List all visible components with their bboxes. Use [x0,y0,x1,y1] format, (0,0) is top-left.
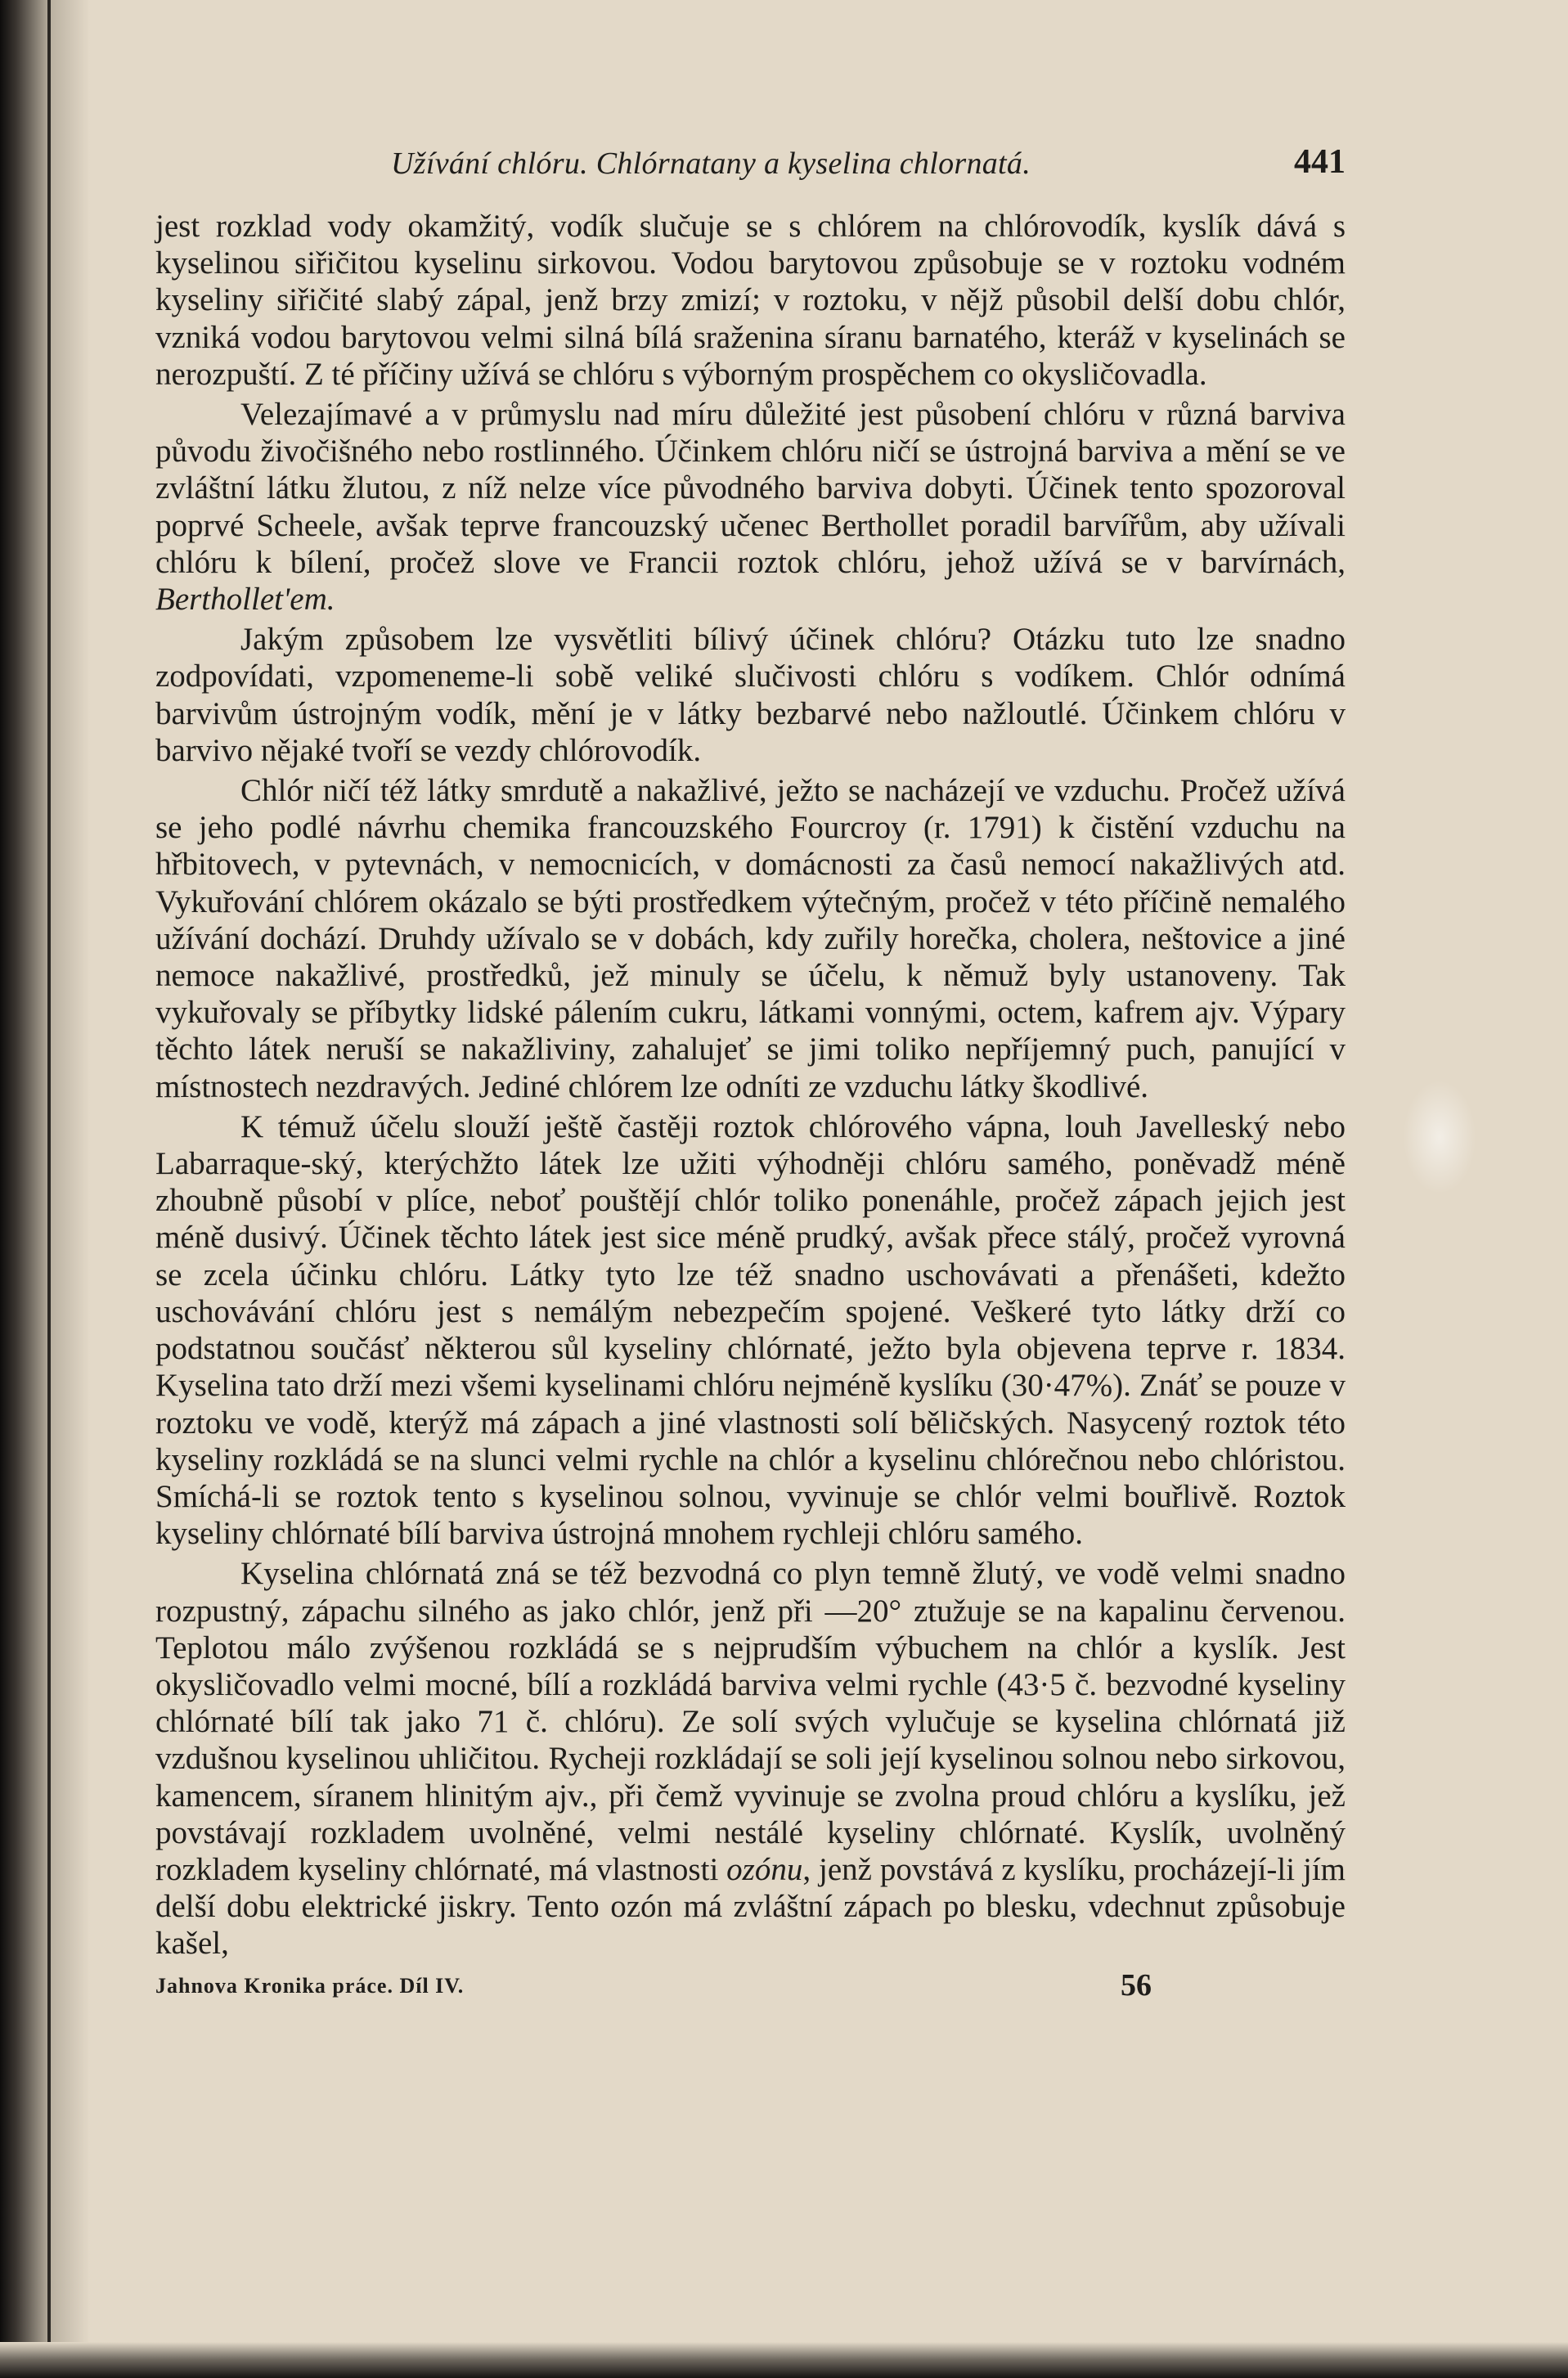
binding-shadow [0,0,90,2378]
italic-term: Berthollet'em. [155,582,335,618]
paper-stain [1403,1080,1476,1194]
footer-source: Jahnova Kronika práce. Díl IV. [155,1973,465,1998]
running-head [155,139,1346,191]
italic-term: ozónu [726,1851,803,1887]
running-title: Užívání chlóru. Chlórnatany a kyselina chlornatá. [391,146,1031,181]
page-number: 441 [1294,143,1346,181]
paragraph [155,621,1346,769]
paragraph-text: Velezajímavé a v průmyslu nad míru důležité jest působení chlóru v různá barviva původu živočišného nebo rostlinného. Účinkem chlóru ničí se ústrojná barviva a mění se ve zvláštní látku žlutou, z níž nelze více původného barviva dobyti. Účinek tento spozoroval poprvé Scheele, avšak teprve francouzský učenec Berthollet poradil barvířům, aby užívali chlóru k bílení, pročež slove ve Francii roztok chlóru, jehož užívá se v barvírnách, [155,397,1346,580]
page-edge-line [47,0,51,2378]
page-bottom-edge [0,2342,1568,2378]
paragraph-text: Jakým způsobem lze vysvětliti bílivý účinek chlóru? Otázku tuto lze snadno zodpovídati, vzpomeneme-li sobě veliké slučivosti chlóru s vodíkem. Chlór odnímá barvivům ústrojným vodík, mění je v látky bezbarvé nebo nažloutlé. Účinkem chlóru v barvivo nějaké tvoří se vezdy chlórovodík. [155,622,1346,768]
page-content [155,139,1346,2007]
paragraph [155,1555,1346,1962]
paragraph-text: jest rozklad vody okamžitý, vodík slučuje se s chlórem na chlórovodík, kyslík dává s kyselinou siřičitou kyselinu sirkovou. Vodou barytovou způsobuje se v roztoku vodném kyseliny siřičité slabý zápal, jenž brzy zmizí; v roztoku, v nějž působil delší dobu chlór, vzniká vodou barytovou velmi silná bílá sraženina síranu barnatého, kteráž v kyselinách se nerozpuští. Z té příčiny užívá se chlóru s výborným prospěchem co okysličovadla. [155,209,1346,392]
paragraph [155,208,1346,393]
page-footer [155,1967,1346,2007]
body-text [155,208,1346,1962]
paragraph [155,396,1346,618]
paragraph-text: Kyselina chlórnatá zná se též bezvodná co plyn temně žlutý, ve vodě velmi snadno rozpustný, zápachu silného as jako chlór, jenž při —20° ztužuje se na kapalinu červenou. Teplotou málo zvýšenou rozkládá se s nejprudším výbuchem na chlór a kyslík. Jest okysličovadlo velmi mocné, bílí a rozkládá barviva velmi rychle (43·5 č. bezvodné kyseliny chlórnaté bílí tak jako 71 č. chlóru). Ze solí svých vylučuje se kyselina chlórnatá již vzdušnou kyselinou uhličitou. Rycheji rozkládají se soli její kyselinou solnou nebo sirkovou, kamencem, síranem hlinitým ajv., při čemž vyvinuje se zvolna proud chlóru a kyslíku, jež povstávají rozkladem uvolněné, velmi nestálé kyseliny chlórnaté. Kyslík, uvolněný rozkladem kyseliny chlórnaté, má vlastnosti [155,1556,1346,1887]
paragraph [155,772,1346,1105]
paragraph-text: Chlór ničí též látky smrdutě a nakažlivé, ježto se nacházejí ve vzduchu. Pročež užívá se jeho podlé návrhu chemika francouzského Fourcroy (r. 1791) k čistění vzduchu na hřbitovech, v pytevnách, v nemocnicích, v domácnosti za časů nemocí nakažlivých atd. Vykuřování chlórem okázalo se býti prostředkem výtečným, pročež v této příčině nemalého užívání dochází. Druhdy užívalo se v dobách, kdy zuřily horečka, cholera, neštovice a jiné nemoce nakažlivé, prostředků, jež minuly se účelu, k němuž byly ustanoveny. Tak vykuřovaly se příbytky lidské pálením cukru, látkami vonnými, octem, kafrem ajv. Výpary těchto látek neruší se nakažliviny, zahalujeť se jimi toliko nepříjemný puch, panující v místnostech nezdravých. Jediné chlórem lze odníti ze vzduchu látky škodlivé. [155,773,1346,1104]
signature-mark: 56 [1121,1967,1152,2003]
paragraph [155,1108,1346,1552]
paragraph-text: , jenž povstává z kyslíku, procházejí-li jím delší dobu elektrické jiskry. Tento ozón má zvláštní zápach po blesku, vdechnut způsobuje kašel, [155,1851,1346,1962]
paragraph-text: K témuž účelu slouží ještě častěji roztok chlórového vápna, louh Javelleský nebo Labarraque-ský, kterýchžto látek lze užiti výhodněji chlóru samého, poněvadž méně zhoubně působí v plíce, neboť pouštějí chlór toliko ponenáhle, pročež zápach jejich jest méně dusivý. Účinek těchto látek jest sice méně prudký, avšak přece stálý, pročež vyrovná se zcela účinku chlóru. Látky tyto lze též snadno uschovávati a přenášeti, kdežto uschovávání chlóru jest s nemálým nebezpečím spojené. Veškeré tyto látky drží co podstatnou součásť některou sůl kyseliny chlórnaté, ježto byla objevena teprve r. 1834. Kyselina tato drží mezi všemi kyselinami chlóru nejméně kyslíku (30·47%). Znáť se pouze v roztoku ve vodě, kterýž má zápach a jiné vlastnosti solí běličských. Nasycený roztok této kyseliny rozkládá se na slunci velmi rychle na chlór a kyselinu chlórečnou nebo chlóristou. Smíchá-li se roztok tento s kyselinou solnou, vyvinuje se chlór velmi bouřlivě. Roztok kyseliny chlórnaté bílí barviva ústrojná mnohem rychleji chlóru samého. [155,1108,1346,1552]
